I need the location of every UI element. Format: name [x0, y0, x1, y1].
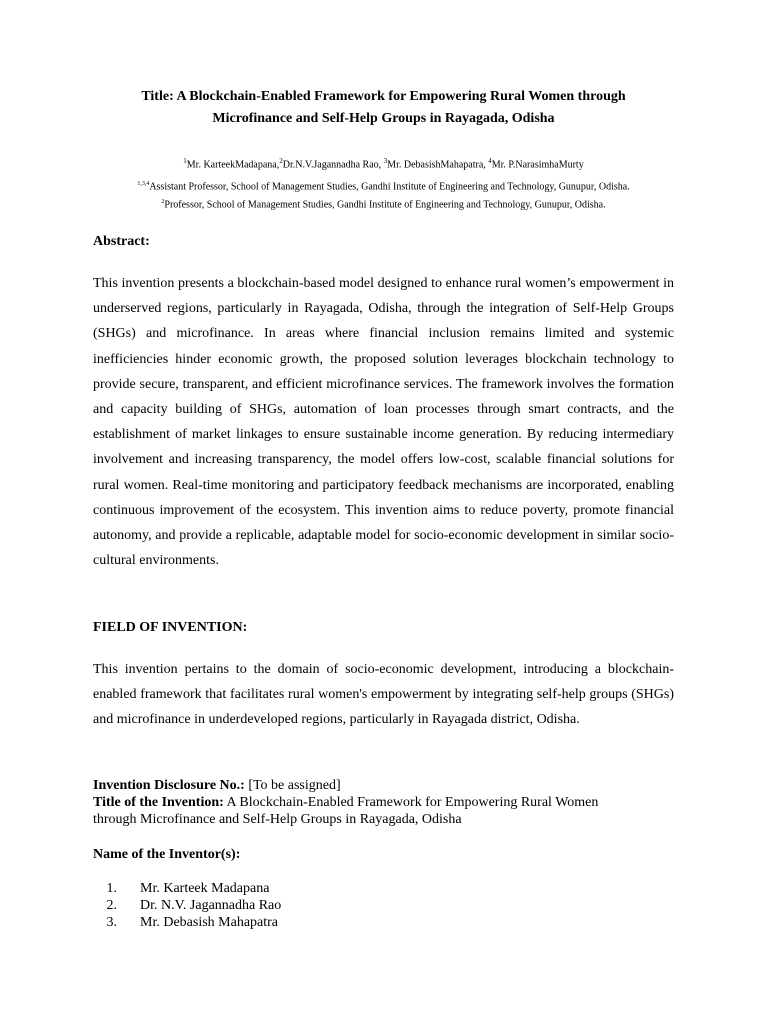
field-of-invention-heading: FIELD OF INVENTION:: [93, 620, 248, 635]
list-item: [93, 914, 281, 931]
author-list: [93, 154, 674, 172]
affiliation-1: [83, 177, 684, 194]
inventor-1-name: Mr. Karteek Madapana: [140, 881, 270, 896]
invention-title-label: Title of the Invention:: [93, 795, 224, 810]
affiliation-2-text: Professor, School of Management Studies, Gandhi Institute of Engineering and Technology, Gunupur, Odisha.: [164, 199, 606, 211]
author-2-sup: 2: [279, 157, 283, 165]
abstract-paragraph: This invention presents a blockchain-based model designed to enhance rural women’s empowerment in underserved regions, particularly in Rayagada, Odisha, through the integration of Self-Help Groups (SHGs) and microfinance. In areas where financial inclusion remains limited and systemic inefficiencies hinder economic growth, the proposed solution leverages blockchain technology to provide secure, transparent, and efficient microfinance services. The framework involves the formation and capacity building of SHGs, automation of loan processes through smart contracts, and the establishment of market linkages to ensure sustainable income generation. By reducing intermediary involvement and increasing transparency, the model offers low-cost, scalable financial solutions for rural women. Real-time monitoring and participatory feedback mechanisms are incorporated, enabling continuous improvement of the ecosystem. This invention aims to reduce poverty, promote financial autonomy, and provide a replicable, adaptable model for socio-economic development in similar socio-cultural environments.: [93, 276, 674, 569]
author-4-name: Mr. P.NarasimhaMurty: [491, 159, 584, 171]
inventors-heading: Name of the Inventor(s):: [93, 847, 241, 862]
affiliation-2: [83, 195, 684, 212]
disclosure-value: [To be assigned]: [244, 778, 341, 793]
document-title: [93, 86, 674, 130]
inventor-1-number: 1.: [106, 881, 117, 896]
inventor-3-name: Mr. Debasish Mahapatra: [140, 915, 279, 930]
field-of-invention-paragraph: This invention pertains to the domain of socio-economic development, introducing a blockchain-enabled framework that facilitates rural women's empowerment by integrating self-help groups (SHGs) and microfinance in underdeveloped regions, particularly in Rayagada district, Odisha.: [93, 662, 674, 728]
affiliation-2-sup: 2: [161, 199, 165, 205]
invention-title-line: [93, 794, 693, 811]
author-1-name: Mr. KarteekMadapana,: [186, 159, 280, 171]
disclosure-line: [93, 777, 693, 794]
invention-title-value: A Blockchain-Enabled Framework for Empowering Rural Women: [223, 795, 599, 810]
inventors-list: [93, 880, 281, 931]
affiliation-1-sup: 1,3,4: [137, 181, 150, 187]
inventor-2-number: 2.: [106, 898, 117, 913]
inventor-2-name: Dr. N.V. Jagannadha Rao: [140, 898, 282, 913]
title-line-1: Title: A Blockchain-Enabled Framework for Empowering Rural Women through: [141, 89, 626, 104]
title-line-2: Microfinance and Self-Help Groups in Rayagada, Odisha: [212, 111, 555, 126]
author-2-name: Dr.N.V.Jagannadha Rao,: [282, 159, 384, 171]
abstract-heading: Abstract:: [93, 234, 150, 249]
author-4-sup: 4: [488, 157, 492, 165]
inventor-3-number: 3.: [106, 915, 117, 930]
disclosure-block: [93, 777, 693, 828]
author-3-name: Mr. DebasishMahapatra,: [387, 159, 489, 171]
list-item: [93, 880, 281, 897]
disclosure-label: Invention Disclosure No.:: [93, 778, 245, 793]
author-1-sup: 1: [183, 157, 187, 165]
invention-title-line-2: through Microfinance and Self-Help Groups in Rayagada, Odisha: [93, 812, 462, 827]
affiliation-1-text: Assistant Professor, School of Management Studies, Gandhi Institute of Engineering and Technology, Gunupur, Odisha.: [149, 181, 630, 193]
author-3-sup: 3: [383, 157, 388, 165]
list-item: [93, 897, 281, 914]
